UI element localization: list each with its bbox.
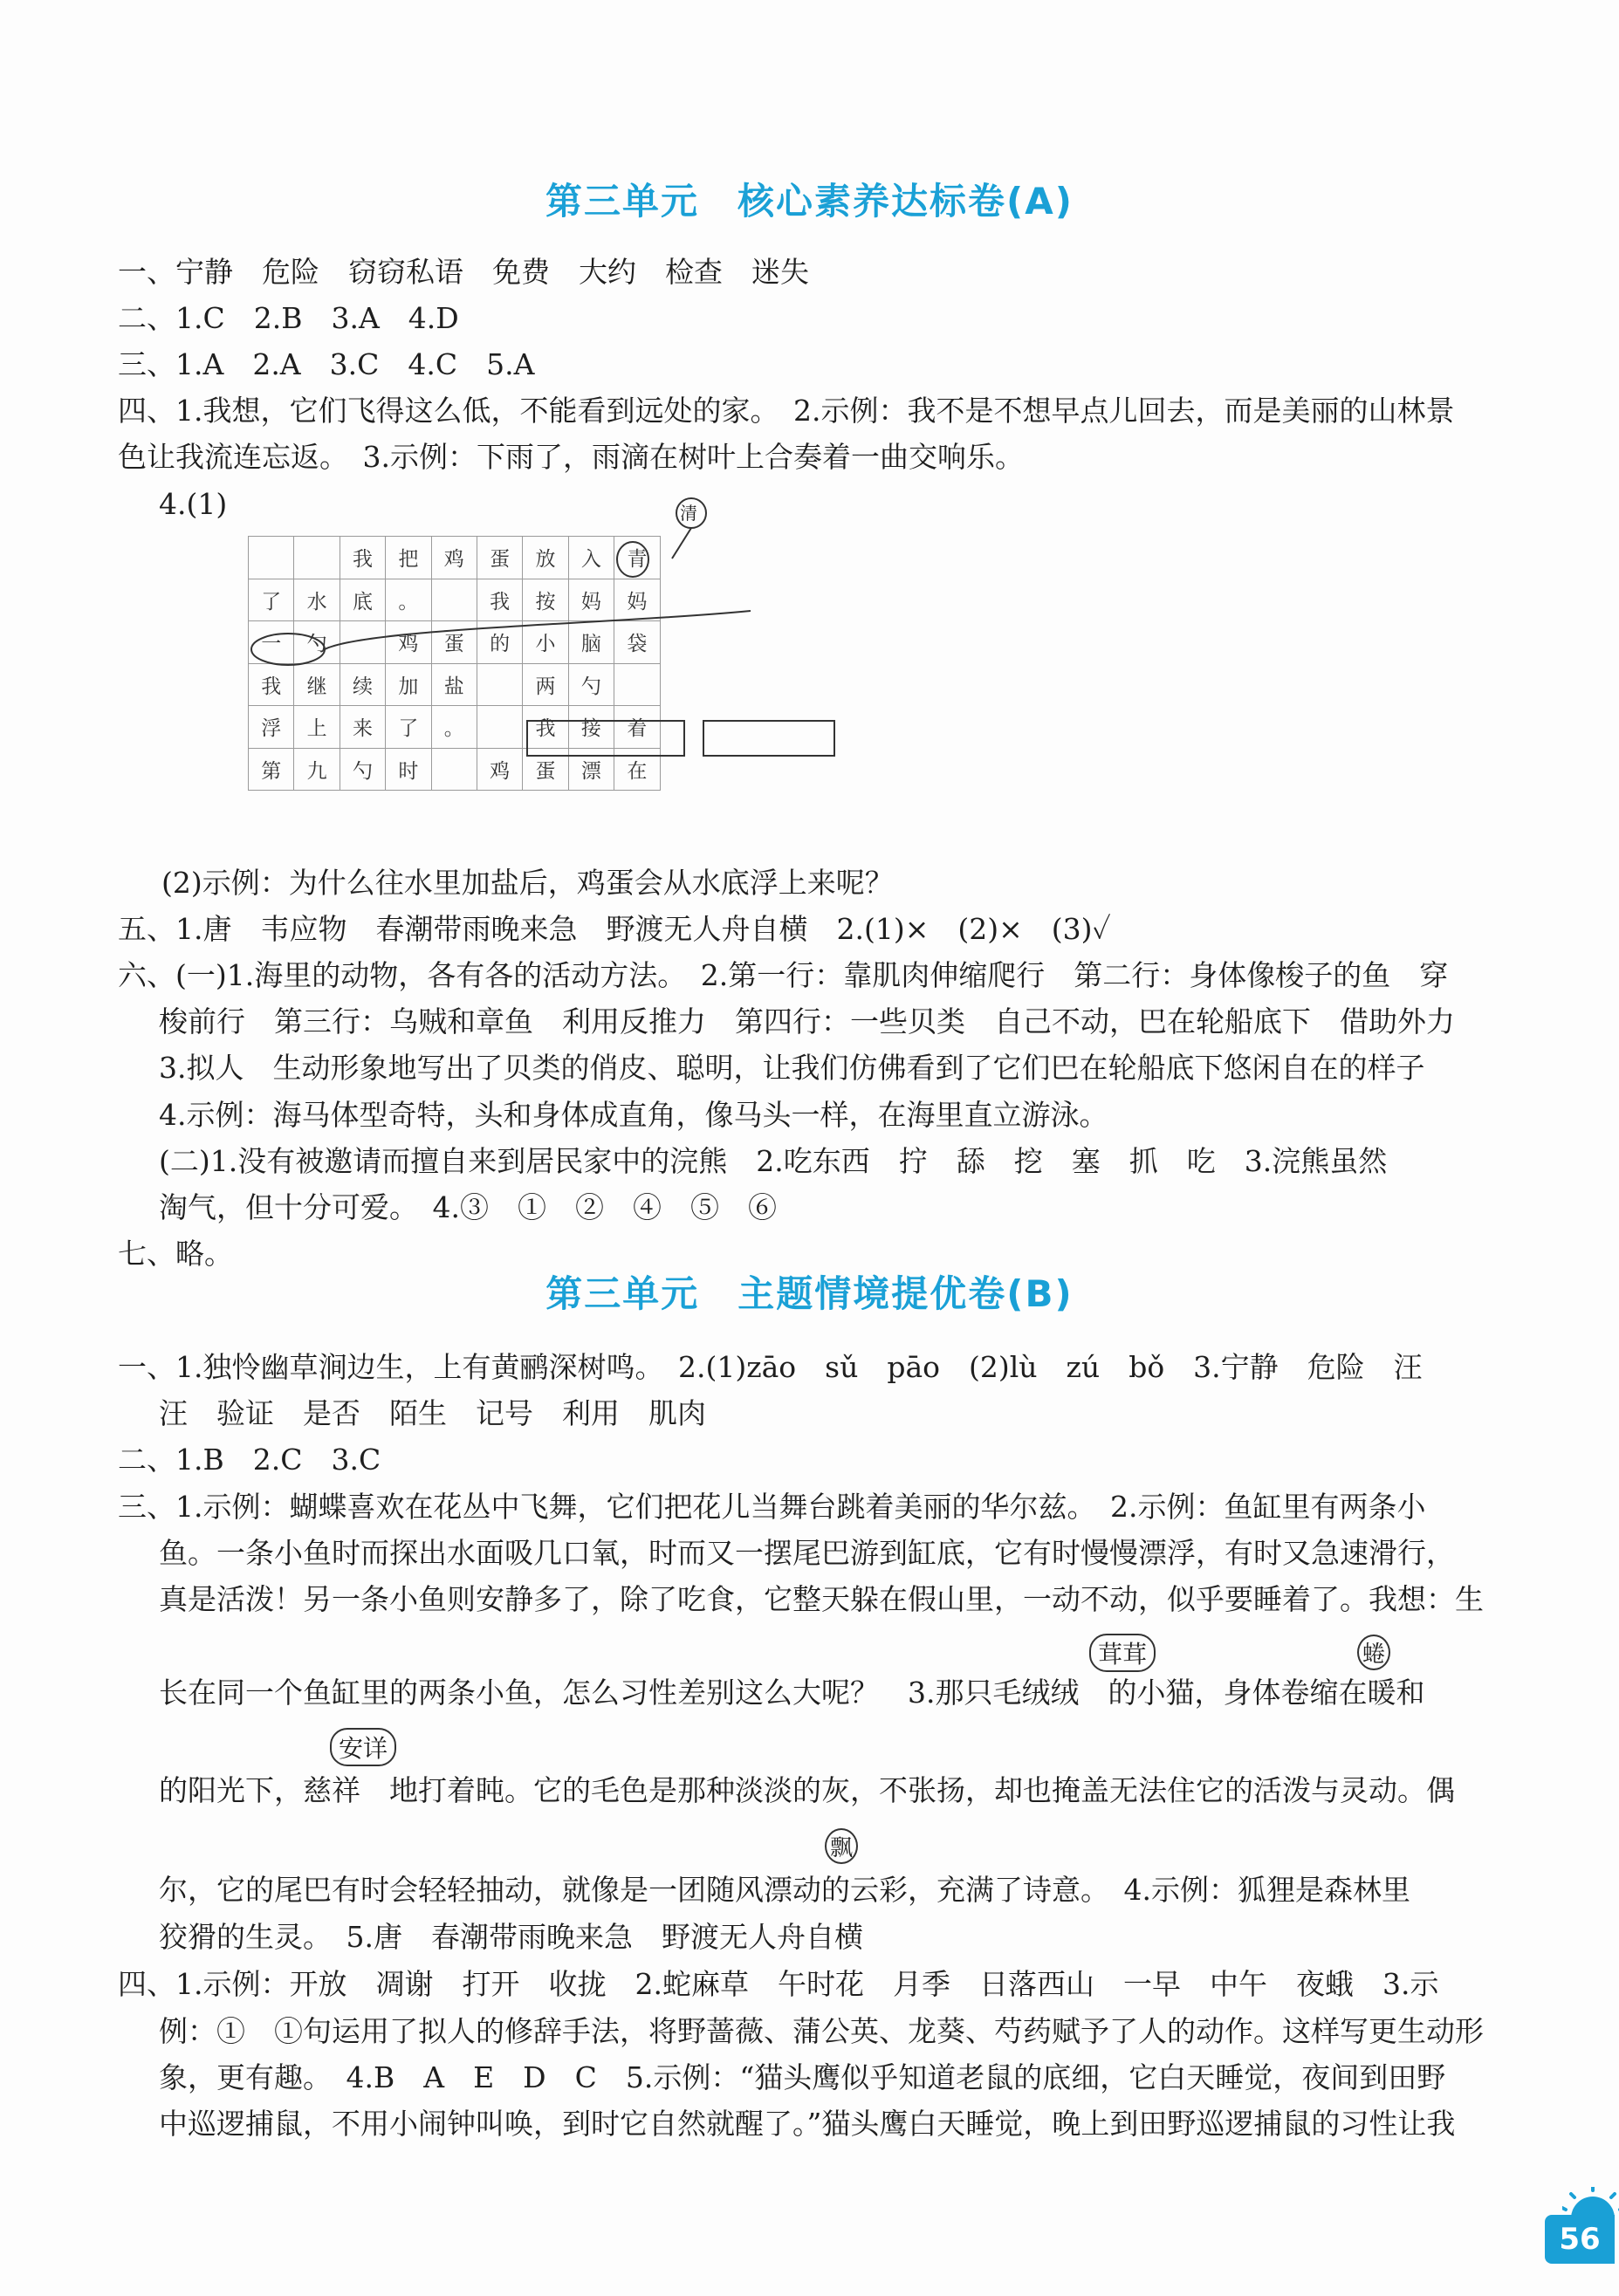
a-line-12: 4.示例：海马体型奇特，头和身体成直角，像马头一样，在海里直立游泳。 [159, 1098, 1108, 1132]
insert-mark-line [672, 528, 691, 559]
grid-row [249, 706, 661, 749]
a-line-1: 一、宁静 危险 窃窃私语 免费 大约 检查 迷失 [118, 255, 809, 289]
b-line-6: 真是活泼！另一条小鱼则安静多了，除了吃食，它整天躲在假山里，一动不动，似乎要睡着了。我想：生 [159, 1582, 1484, 1616]
grid-cell [431, 748, 477, 791]
grid-row [249, 579, 661, 621]
b-line-9: 尔，它的尾巴有时会轻轻抽动，就像是一团随风漂动的云彩，充满了诗意。 4.示例：狐狸是森林里 [159, 1873, 1410, 1907]
a-line-5: 色让我流连忘返。 3.示例：下雨了，雨滴在树叶上合奏着一曲交响乐。 [118, 440, 1024, 474]
b-line-11: 四、1.示例：开放 凋谢 打开 收拢 2.蛇麻草 午时花 月季 日落西山 一早 中午 夜蛾 3.示 [118, 1967, 1439, 2001]
b-line-5: 鱼。一条小鱼时而探出水面吸几口氧，时而又一摆尾巴游到缸底，它有时慢慢漂浮，有时又急速滑行， [159, 1536, 1455, 1570]
a-line-9: 六、(一)1.海里的动物，各有各的活动方法。 2.第一行：靠肌肉伸缩爬行 第二行：身体像梭子的鱼 穿 [118, 958, 1449, 992]
b-line-13: 象，更有趣。 4.B A E D C 5.示例：“猫头鹰似乎知道老鼠的底细，它白天睡觉，夜间到田野 [159, 2060, 1446, 2094]
grid-cell: 一 [249, 621, 294, 664]
grid-cell: 。 [431, 706, 477, 749]
grid-insert-char: 清 [680, 503, 697, 524]
grid-cell: 我 [249, 663, 294, 706]
grid-cell: 上 [294, 706, 340, 749]
grid-cell: 妈 [568, 579, 614, 621]
a-line-8: 五、1.唐 韦应物 春潮带雨晚来急 野渡无人舟自横 2.(1)× (2)× (3)✓ [118, 912, 1111, 946]
a-line-13: (二)1.没有被邀请而擅自来到居民家中的浣熊 2.吃东西 拧 舔 挖 塞 抓 吃 3.浣熊虽然 [159, 1144, 1388, 1178]
grid-cell: 把 [386, 537, 431, 579]
b-line-2: 汪 验证 是否 陌生 记号 利用 肌肉 [159, 1396, 706, 1430]
grid-cell: 接 [568, 706, 614, 749]
grid-cell: 九 [294, 748, 340, 791]
grid-cell: 鸡 [386, 621, 431, 664]
grid-cell: 了 [386, 706, 431, 749]
grid-cell: 第 [249, 748, 294, 791]
grid-cell [477, 706, 522, 749]
grid-cell: 勺 [294, 621, 340, 664]
grid-cell: 我 [340, 537, 385, 579]
grid-cell: 了 [249, 579, 294, 621]
grid-cell [340, 621, 385, 664]
grid-cell: 的 [477, 621, 522, 664]
correction-mark: 蜷 [1357, 1635, 1390, 1670]
grid-cell: 继 [294, 663, 340, 706]
grid-cell: 鸡 [477, 748, 522, 791]
grid-cell: 小 [523, 621, 568, 664]
grid-cell: 浮 [249, 706, 294, 749]
grid-cell: 袋 [614, 621, 660, 664]
correction-mark: 茸茸 [1089, 1634, 1156, 1672]
grid-cell: 漂 [568, 748, 614, 791]
b-line-4: 三、1.示例：蝴蝶喜欢在花丛中飞舞，它们把花儿当舞台跳着美丽的华尔兹。 2.示例：鱼缸里有两条小 [118, 1490, 1426, 1524]
grid-cell: 鸡 [431, 537, 477, 579]
a-line-2: 二、1.C 2.B 3.A 4.D [118, 301, 459, 335]
grid-cell: 蛋 [477, 537, 522, 579]
grid-cell [294, 537, 340, 579]
grid-cell: 勺 [568, 663, 614, 706]
b-line-12: 例：① ①句运用了拟人的修辞手法，将野蔷薇、蒲公英、龙葵、芍药赋予了人的动作。这样写更生动形 [159, 2014, 1484, 2048]
correction-mark: 安详 [330, 1728, 396, 1766]
section-a-title: 第三单元 核心素养达标卷(A) [545, 180, 1074, 223]
b-line-7: 长在同一个鱼缸里的两条小鱼，怎么习性差别这么大呢？ 3.那只毛绒绒 的小猫，身体卷缩在暖和 [159, 1676, 1425, 1710]
grid-cell: 蛋 [523, 748, 568, 791]
grid-cell: 按 [523, 579, 568, 621]
a-line-7: (2)示例：为什么往水里加盐后，鸡蛋会从水底浮上来呢？ [161, 866, 894, 900]
grid-cell: 脑 [568, 621, 614, 664]
a-line-3: 三、1.A 2.A 3.C 4.C 5.A [118, 347, 535, 381]
b-line-10: 狡猾的生灵。 5.唐 春潮带雨晚来急 野渡无人舟自横 [159, 1920, 863, 1954]
a-line-10: 梭前行 第三行：乌贼和章鱼 利用反推力 第四行：一些贝类 自己不动，巴在轮船底下 借助外力 [159, 1004, 1455, 1038]
grid-cell: 。 [386, 579, 431, 621]
a-line-14: 淘气，但十分可爱。 4.③ ① ② ④ ⑤ ⑥ [159, 1190, 777, 1224]
grid-cell: 入 [568, 537, 614, 579]
a-line-4: 四、1.我想，它们飞得这么低，不能看到远处的家。 2.示例：我不是不想早点儿回去，而是美丽的山林景 [118, 394, 1455, 428]
box-mark [703, 721, 834, 756]
grid-cell: 盐 [431, 663, 477, 706]
page-number-badge: 56 [1545, 2215, 1615, 2264]
grid-cell: 时 [386, 748, 431, 791]
correction-grid [248, 536, 661, 791]
grid-cell: 蛋 [431, 621, 477, 664]
grid-row [249, 537, 661, 579]
grid-cell: 底 [340, 579, 385, 621]
grid-row [249, 621, 661, 664]
correction-mark: 飘 [825, 1828, 858, 1864]
a-line-11: 3.拟人 生动形象地写出了贝类的俏皮、聪明，让我们仿佛看到了它们巴在轮船底下悠闲自在的样子 [159, 1051, 1425, 1085]
section-b-title: 第三单元 主题情境提优卷(B) [545, 1272, 1074, 1315]
grid-cell: 加 [386, 663, 431, 706]
grid-cell: 续 [340, 663, 385, 706]
a-line-6: 4.(1) [159, 487, 228, 521]
b-line-1: 一、1.独怜幽草涧边生，上有黄鹂深树鸣。 2.(1)zāo sǔ pāo (2)lù zú bǒ 3.宁静 危险 汪 [118, 1350, 1423, 1384]
b-line-3: 二、1.B 2.C 3.C [118, 1443, 381, 1477]
b-line-14: 中巡逻捕鼠，不用小闹钟叫唤，到时它自然就醒了。”猫头鹰白天睡觉，晚上到田野巡逻捕鼠的习性让我 [159, 2107, 1456, 2141]
grid-cell: 两 [523, 663, 568, 706]
grid-cell: 来 [340, 706, 385, 749]
grid-cell: 青 [614, 537, 660, 579]
grid-cell [477, 663, 522, 706]
grid-cell: 着 [614, 706, 660, 749]
grid-cell: 我 [523, 706, 568, 749]
grid-cell: 我 [477, 579, 522, 621]
grid-cell: 妈 [614, 579, 660, 621]
grid-row [249, 663, 661, 706]
b-line-8: 的阳光下，慈祥 地打着盹。它的毛色是那种淡淡的灰，不张扬，却也掩盖无法住它的活泼与灵动。偶 [159, 1773, 1455, 1807]
a-line-15: 七、略。 [118, 1237, 233, 1271]
grid-cell [614, 663, 660, 706]
grid-row [249, 748, 661, 791]
grid-cell: 在 [614, 748, 660, 791]
grid-cell: 勺 [340, 748, 385, 791]
grid-cell [431, 579, 477, 621]
grid-cell: 水 [294, 579, 340, 621]
grid-cell: 放 [523, 537, 568, 579]
grid-cell [249, 537, 294, 579]
